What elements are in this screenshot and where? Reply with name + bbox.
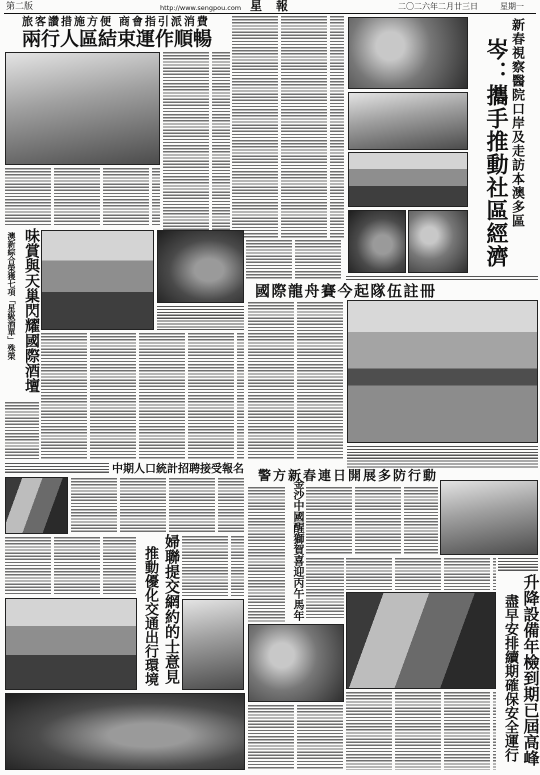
article-photo [348,152,468,207]
article-photo [5,693,245,770]
body-text [346,692,496,770]
body-text [248,705,344,770]
issue-date: 二〇二六年二月廿三日 [398,2,478,11]
article-subheadline: 盡早安排續期確保安全運行 [503,594,519,762]
issue-weekday: 星期一 [500,2,524,11]
body-text [71,478,244,534]
edition-label: 第二版 [6,2,34,12]
body-text [346,558,496,590]
body-text [248,487,285,622]
article-photo [41,230,154,330]
article-headline: 岑：攜手推動社區經濟 [483,38,508,268]
site-url: http://www.sengpou.com [160,4,242,12]
body-text [248,302,344,460]
photo-caption [347,446,538,468]
article-photo [5,52,160,165]
body-text [5,463,109,474]
article-kicker: 旅客讚措施方便 商會指引派消費 [22,15,210,28]
body-text [232,16,344,238]
recruitment-poster [5,477,68,534]
article-kicker: 澳新綜合榮獲七項「星級酒單」殊榮 [7,232,16,360]
article-photo [346,592,496,689]
article-headline: 金沙中國醒獅賀喜迎丙午馬年 [292,478,305,621]
article-headline: 中期人口統計招聘接受報名 [112,462,244,475]
article-photo [440,480,538,555]
article-photo [347,300,538,443]
article-photo [157,230,244,303]
article-photo [348,17,468,89]
body-text [306,558,344,620]
article-headline: 國際龍舟賽今起隊伍註冊 [255,282,437,300]
masthead: 星報 [250,0,303,13]
photo-caption [157,306,244,330]
article-headline: 兩行人區結束運作順暢 [22,28,213,50]
body-text [5,537,136,595]
body-text [246,240,344,280]
body-text [182,536,244,596]
article-photo [348,210,406,273]
article-photo [348,92,468,150]
body-text [306,487,438,555]
body-text [5,168,160,226]
body-text [163,52,230,237]
article-photo [248,624,344,702]
article-photo [182,599,244,690]
body-text [41,333,244,460]
body-text [498,558,538,572]
header-rule [4,13,536,14]
article-subheadline: 推動優化交通出行環境 [143,546,159,686]
article-photo [408,210,468,273]
article-photo [5,598,137,690]
body-text [5,402,39,460]
article-headline: 升降設備年檢到期已屆高峰 [521,574,540,766]
article-kicker: 新春視察醫院口岸及走訪本澳多區 [509,18,524,228]
article-headline: 警方新春連日開展多防行動 [258,469,439,484]
article-headline: 味賞與天巢閃耀國際酒壇 [23,228,41,393]
article-headline: 婦聯提交網約的士意見 [163,534,181,684]
